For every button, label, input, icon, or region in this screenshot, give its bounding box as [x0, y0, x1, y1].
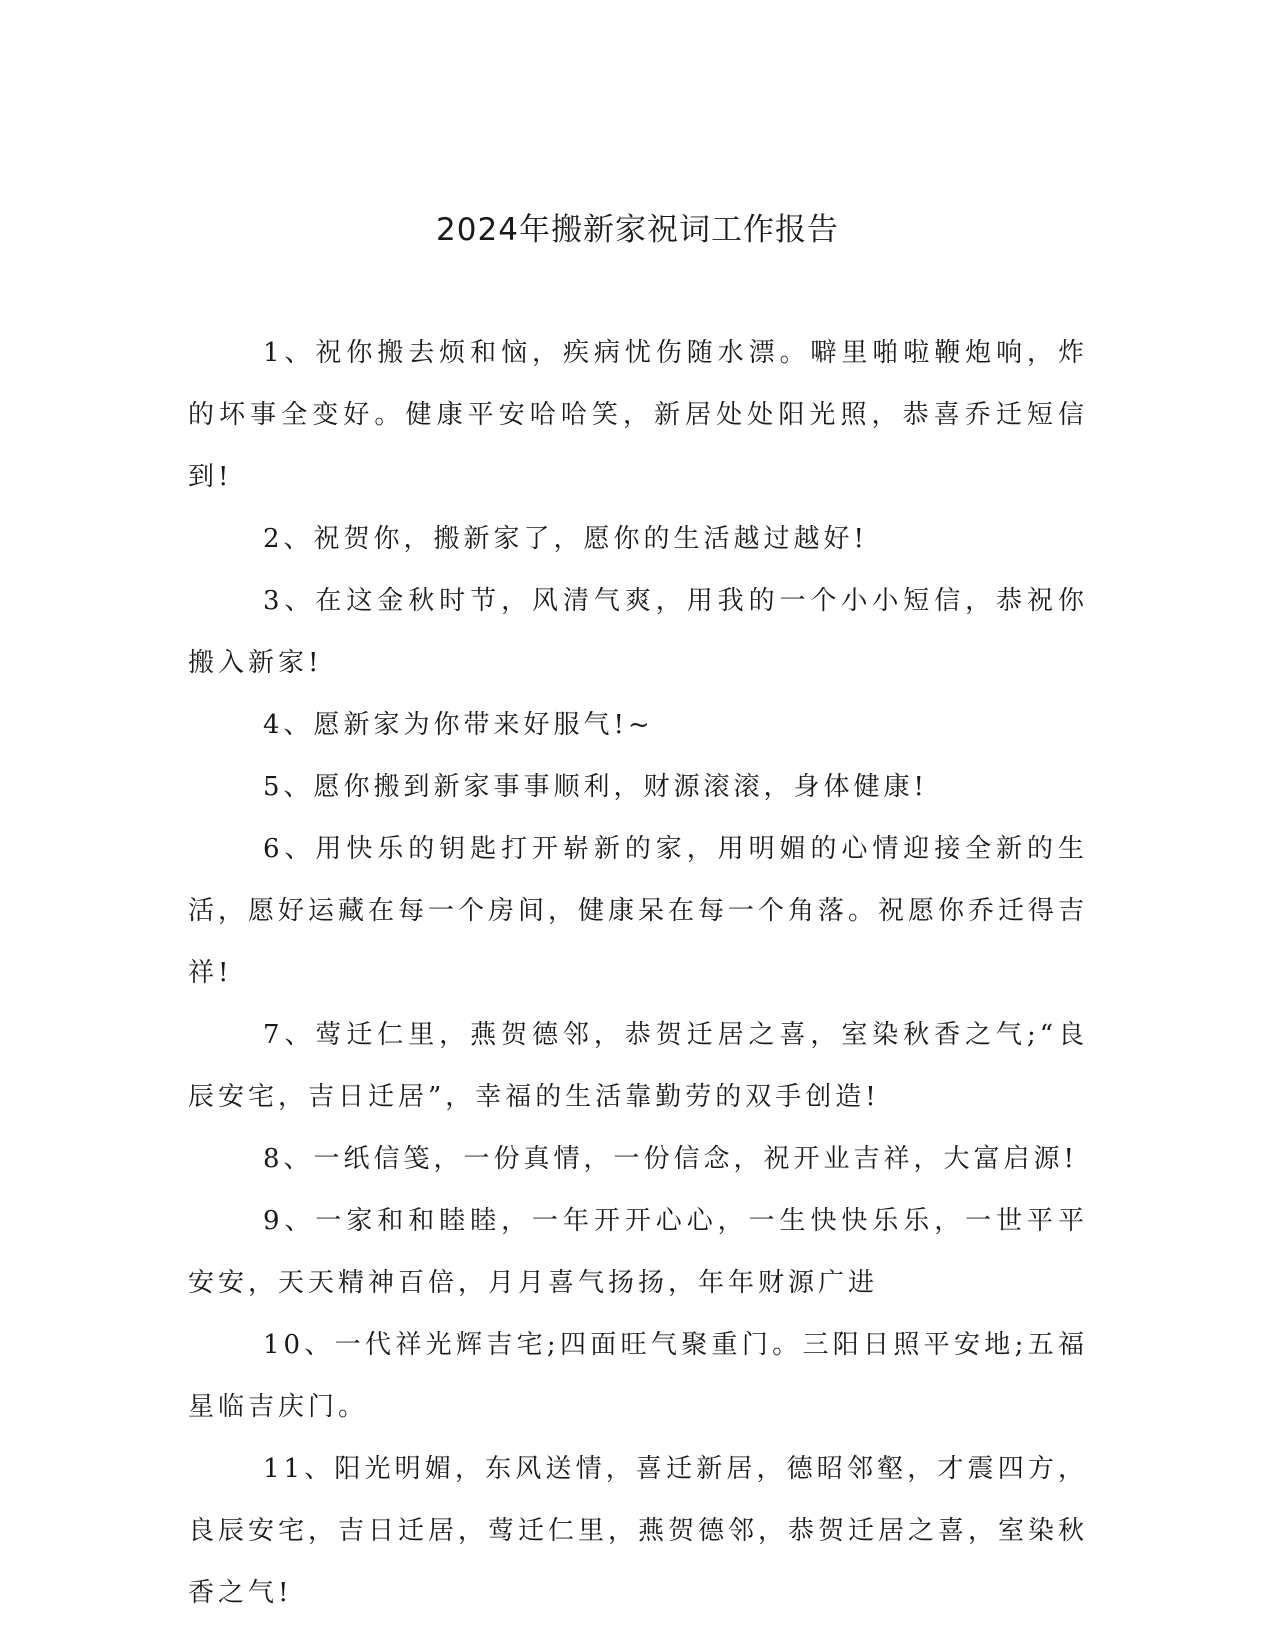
document-title: 2024年搬新家祝词工作报告	[436, 212, 839, 248]
paragraph: 11、阳光明媚，东风送情，喜迁新居，德昭邻壑，才震四方，良辰安宅，吉日迁居，莺迁仁里，燕贺德邻，恭贺迁居之喜，室染秋香之气!	[188, 1454, 1089, 1608]
paragraph: 7、莺迁仁里，燕贺德邻，恭贺迁居之喜，室染秋香之气;“良辰安宅，吉日迁居”，幸福的生活靠勤劳的双手创造!	[188, 1020, 1088, 1112]
paragraph: 2、祝贺你，搬新家了，愿你的生活越过越好!	[263, 524, 868, 554]
paragraph: 3、在这金秋时节，风清气爽，用我的一个小小短信，恭祝你搬入新家!	[188, 586, 1088, 678]
paragraph: 4、愿新家为你带来好服气!~	[263, 710, 654, 740]
paragraph: 1、祝你搬去烦和恼，疾病忧伤随水漂。噼里啪啦鞭炮响，炸的坏事全变好。健康平安哈哈笑，新居处处阳光照，恭喜乔迁短信到!	[188, 338, 1088, 492]
paragraph: 6、用快乐的钥匙打开崭新的家，用明媚的心情迎接全新的生活，愿好运藏在每一个房间，健康呆在每一个角落。祝愿你乔迁得吉祥!	[188, 834, 1089, 988]
document-body	[188, 322, 1088, 1624]
paragraph: 5、愿你搬到新家事事顺利，财源滚滚，身体健康!	[263, 772, 928, 802]
paragraph: 9、一家和和睦睦，一年开开心心，一生快快乐乐，一世平平安安，天天精神百倍，月月喜气扬扬，年年财源广进	[188, 1206, 1088, 1298]
paragraph: 10、一代祥光辉吉宅;四面旺气聚重门。三阳日照平安地;五福星临吉庆门。	[188, 1330, 1088, 1422]
paragraph: 8、一纸信笺，一份真情，一份信念，祝开业吉祥，大富启源!	[263, 1144, 1078, 1174]
